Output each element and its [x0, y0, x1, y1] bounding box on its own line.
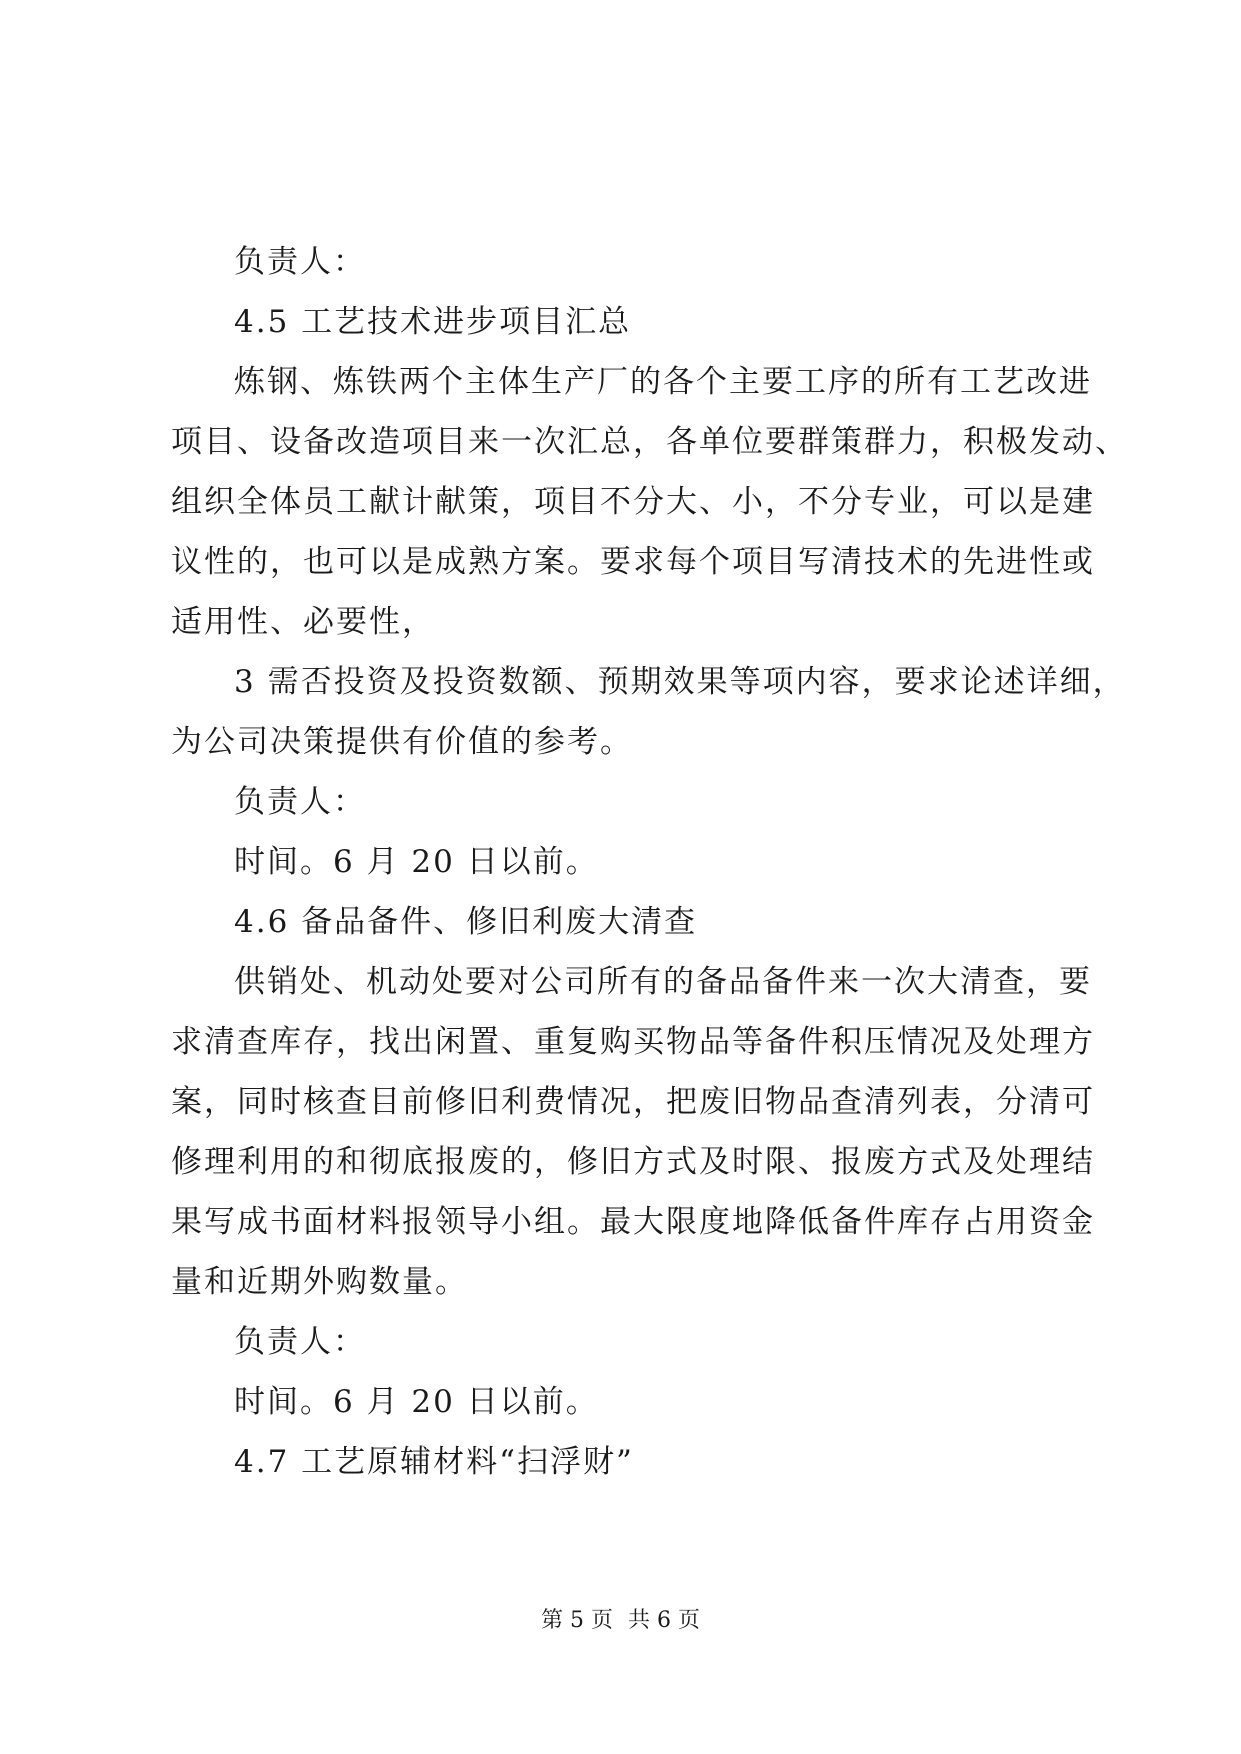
paragraph-line: 议性的，也可以是成熟方案。要求每个项目写清技术的先进性或 [171, 544, 1095, 580]
section-heading: 4.5 工艺技术进步项目汇总 [234, 304, 632, 340]
paragraph-line: 适用性、必要性， [171, 604, 435, 640]
paragraph-line: 案，同时核查目前修旧利费情况，把废旧物品查清列表，分清可 [171, 1084, 1095, 1120]
section-heading: 4.6 备品备件、修旧利废大清查 [234, 904, 698, 940]
paragraph-line: 组织全体员工献计献策，项目不分大、小，不分专业，可以是建 [171, 484, 1095, 520]
paragraph-line: 3 需否投资及投资数额、预期效果等项内容，要求论述详细， [234, 664, 1126, 700]
page-total: 共 6 页 [628, 1608, 700, 1633]
paragraph-line: 供销处、机动处要对公司所有的备品备件来一次大清查，要 [234, 964, 1092, 1000]
paragraph-line: 修理利用的和彻底报废的，修旧方式及时限、报废方式及处理结 [171, 1144, 1095, 1180]
paragraph-line: 负责人： [234, 1324, 366, 1360]
section-heading: 4.7 工艺原辅材料“扫浮财” [234, 1444, 634, 1480]
paragraph-line: 负责人： [234, 784, 366, 820]
paragraph-line: 求清查库存，找出闲置、重复购买物品等备件积压情况及处理方 [171, 1024, 1095, 1060]
paragraph-line: 为公司决策提供有价值的参考。 [171, 724, 633, 760]
paragraph-line: 负责人： [234, 244, 366, 280]
paragraph-line: 时间。6 月 20 日以前。 [234, 1384, 599, 1420]
page-number: 第 5 页 [541, 1608, 613, 1633]
paragraph-line: 果写成书面材料报领导小组。最大限度地降低备件库存占用资金 [171, 1204, 1095, 1240]
paragraph-line: 项目、设备改造项目来一次汇总，各单位要群策群力，积极发动、 [171, 424, 1128, 460]
paragraph-line: 炼钢、炼铁两个主体生产厂的各个主要工序的所有工艺改进 [234, 364, 1092, 400]
paragraph-line: 量和近期外购数量。 [171, 1264, 468, 1300]
page-footer [0, 1606, 1241, 1636]
document-body [171, 232, 1128, 1492]
paragraph-line: 时间。6 月 20 日以前。 [234, 844, 599, 880]
